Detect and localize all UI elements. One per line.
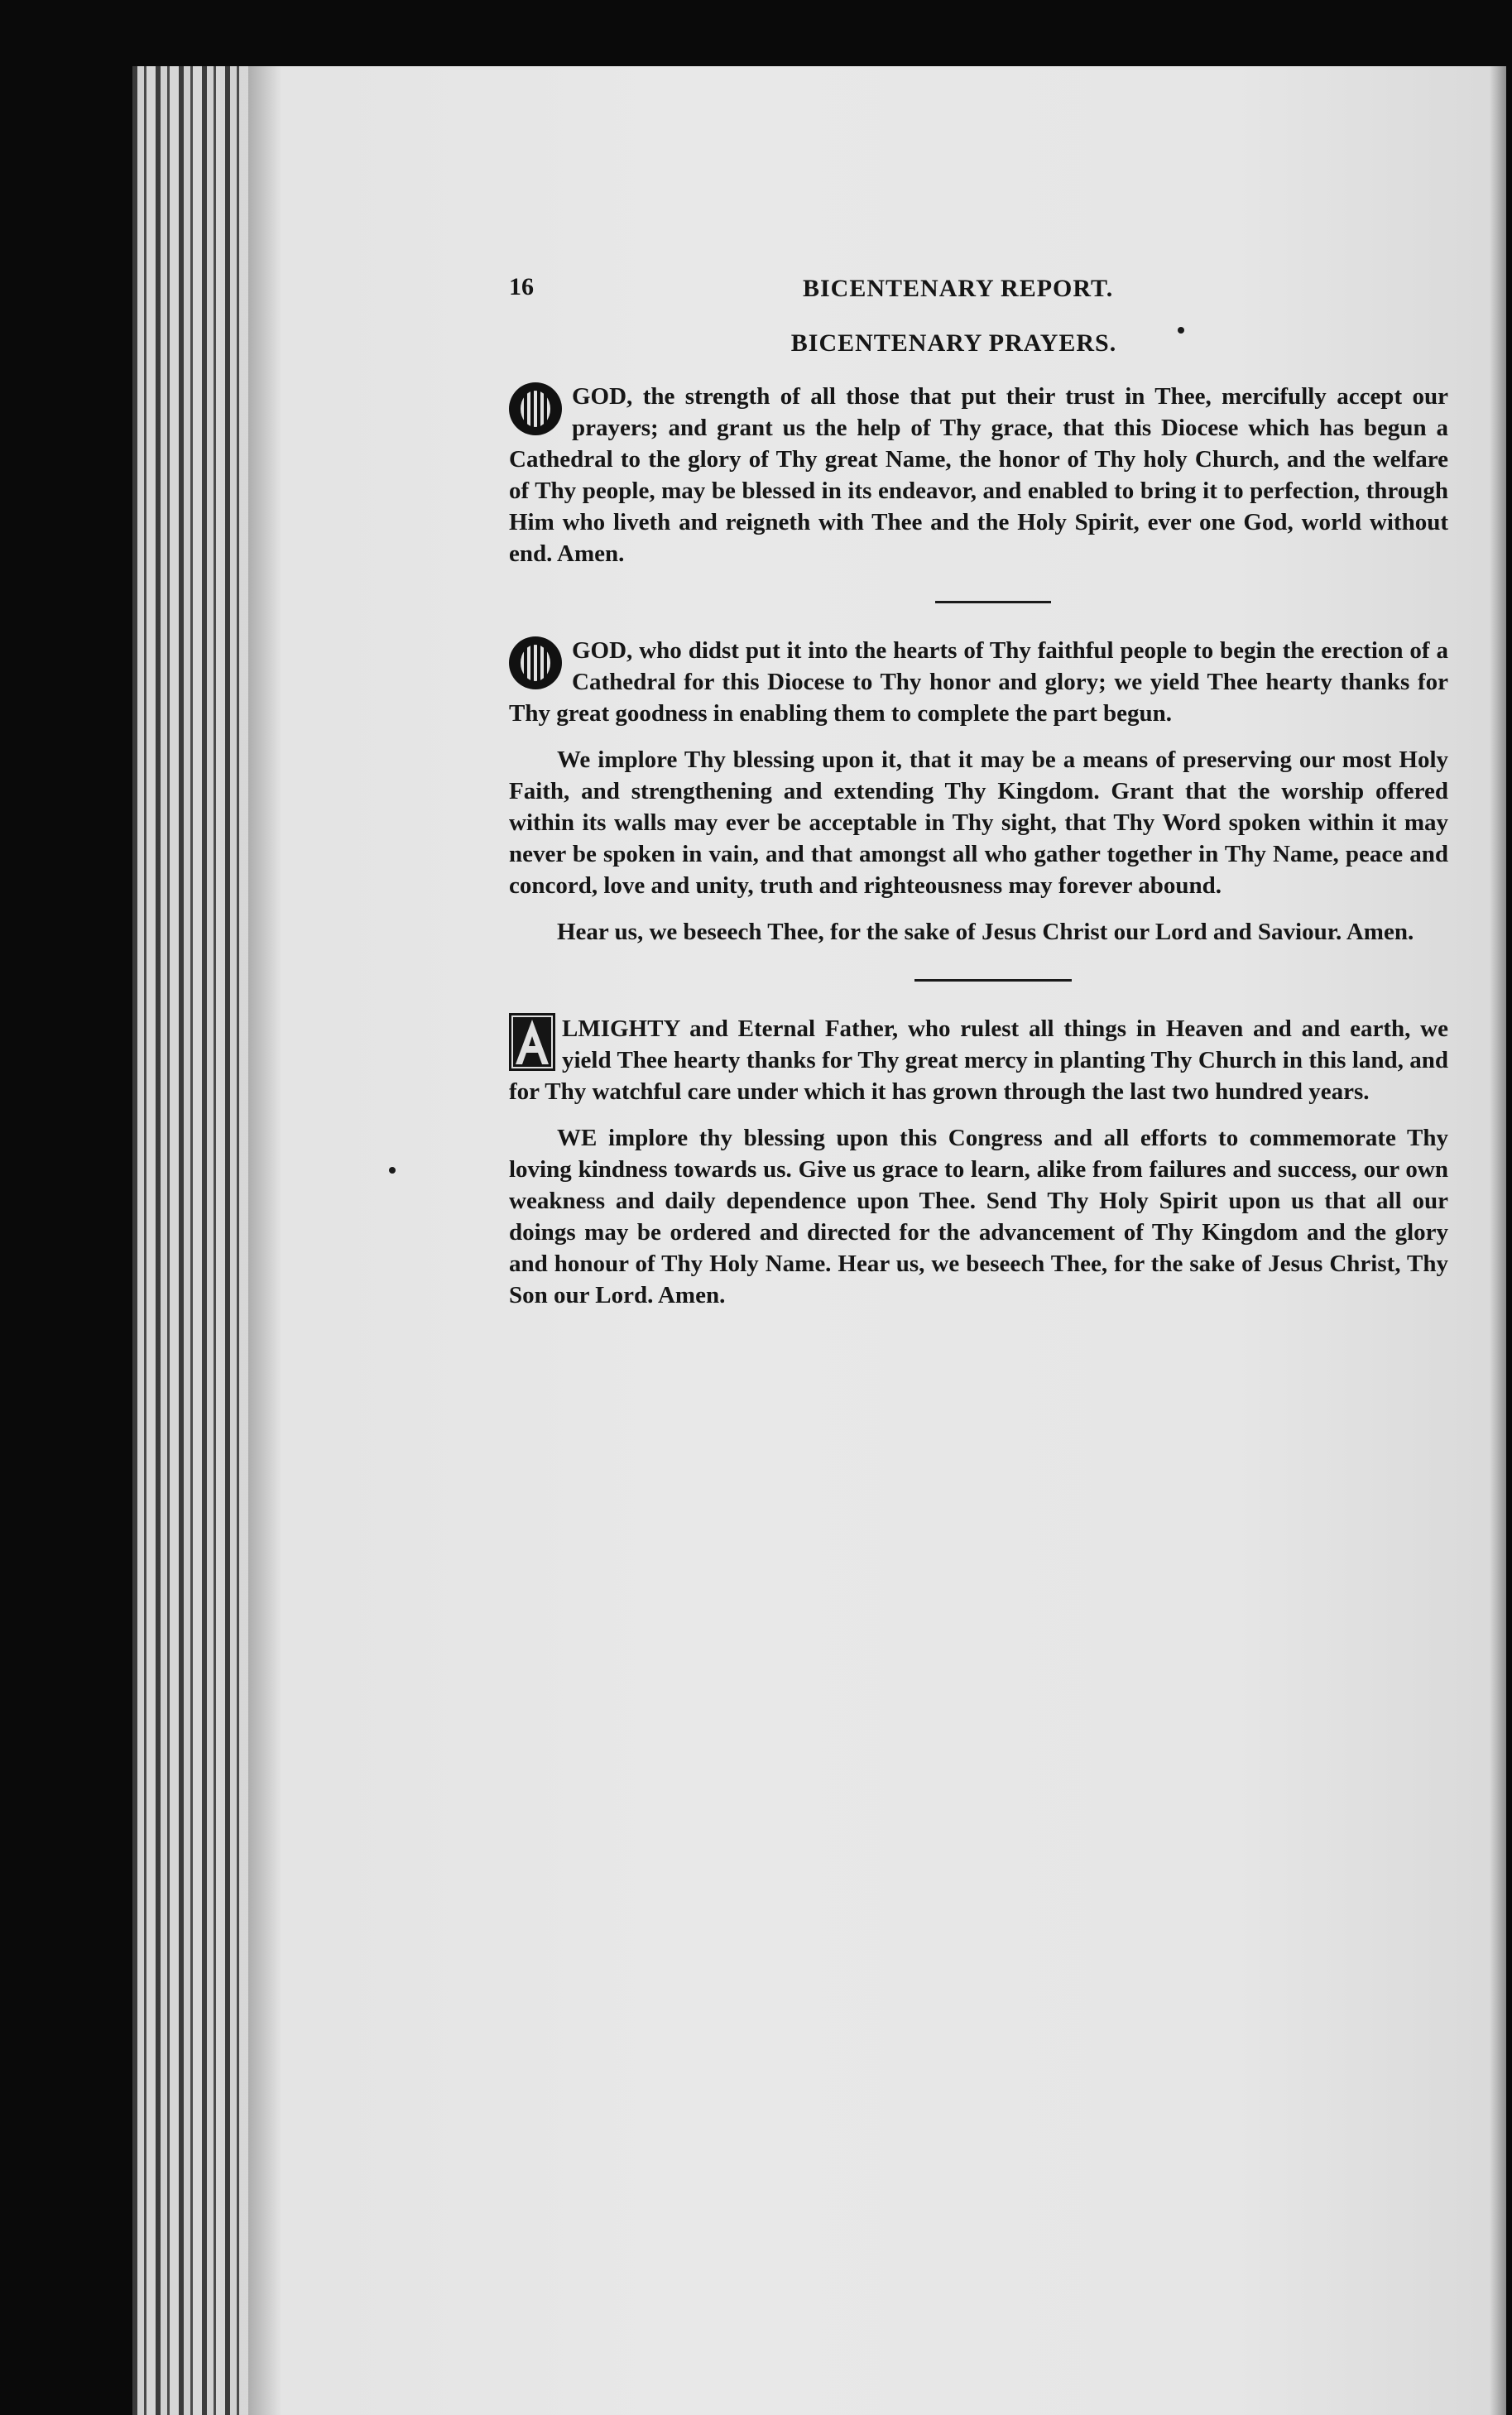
prayer-3-text: LMIGHTY and Eternal Father, who rulest all things in Heaven and and earth, we yield Thee hearty thanks for Thy great mercy in planting Thy Church in this land, and for Thy watchful care under which it has grown through the last two hundred years. [509, 1015, 1448, 1105]
running-head: BICENTENARY REPORT. [803, 275, 1114, 302]
prayer-3 [509, 1013, 1448, 1107]
page-number: 16 [509, 273, 534, 300]
section-divider [935, 601, 1051, 603]
prayer-2-text: GOD, who didst put it into the hearts of Thy faithful people to begin the erection of a Cathedral for this Diocese to Thy honor and glory; we yield Thee hearty thanks for Thy great goodness in enabling them to complete the part begun. [509, 637, 1448, 727]
ornamental-initial-o-icon [509, 636, 562, 689]
prayer-2 [509, 635, 1448, 729]
prayer-1-text: GOD, the strength of all those that put their trust in Thee, mercifully accept our prayers; and grant us the help of Thy grace, that this Diocese which has begun a Cathedral to the glory of Thy great Name, the honor of Thy holy Church, and the welfare of Thy people, may be blessed in its endeavor, and enabled to bring it to perfection, through Him who liveth and reigneth with Thee and the Holy Spirit, ever one God, world without end. Amen. [509, 383, 1448, 567]
ornamental-initial-o-icon [509, 382, 562, 435]
page-edge-shadow [1490, 66, 1506, 2415]
prayer-2-paragraph-2: We implore Thy blessing upon it, that it may be a means of preserving our most Holy Faith, and strengthening and extending Thy Kingdom. Grant that the worship offered within its walls may ever be acceptable in Thy sight, that Thy Word spoken within it may never be spoken in vain, and that amongst all who gather together in Thy Name, peace and concord, love and unity, truth and righteousness may forever abound. [509, 747, 1448, 899]
ornamental-initial-a-icon [509, 1013, 555, 1071]
page-binding-edge [132, 66, 248, 2415]
prayer-3-paragraph-2: WE implore thy blessing upon this Congress and all efforts to commemorate Thy loving kindness towards us. Give us grace to learn, alike from failures and success, our own weakness and daily dependence upon Thee. Send Thy Holy Spirit upon us that all our doings may be ordered and directed for the advancement of Thy Kingdom and the glory and honour of Thy Holy Name. Hear us, we beseech Thee, for the sake of Jesus Christ, Thy Son our Lord. Amen. [509, 1125, 1448, 1308]
page-header [360, 273, 1448, 314]
page-content [360, 273, 1448, 1311]
binding-shadow [248, 66, 281, 2415]
section-divider [914, 979, 1072, 982]
prayer-2-paragraph-3: Hear us, we beseech Thee, for the sake of Jesus Christ our Lord and Saviour. Amen. [557, 919, 1414, 945]
prayer-1 [509, 381, 1448, 569]
section-title: BICENTENARY PRAYERS. [790, 329, 1117, 357]
